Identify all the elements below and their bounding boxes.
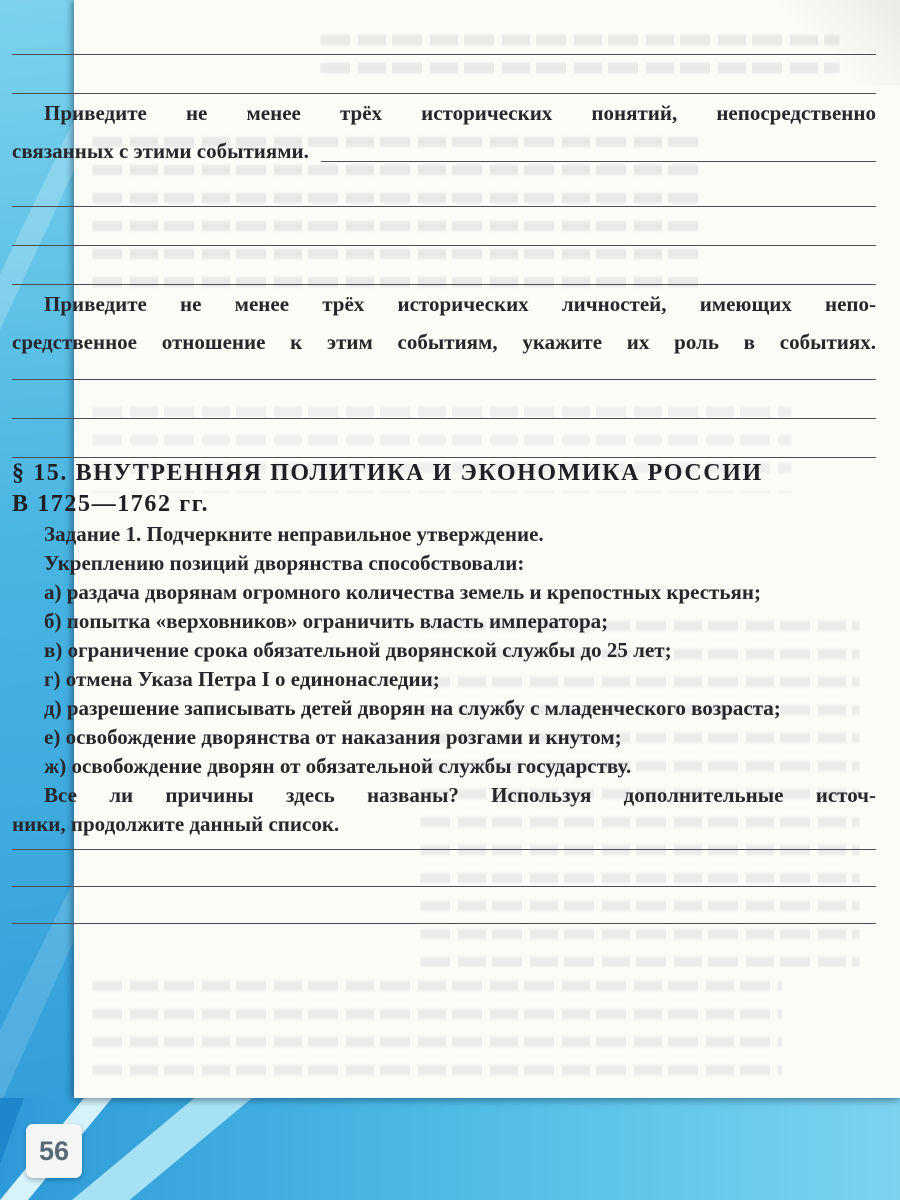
task1-item: д) разрешение записывать детей дворян на службу с младенческого возраста; <box>44 696 781 720</box>
bleed-through-artifact <box>92 972 782 1084</box>
task1-label: Задание 1. <box>44 522 142 546</box>
section-heading-line2: В 1725—1762 гг. <box>12 491 210 517</box>
task1-item: а) раздача дворянам огромного количества земель и крепостных крестьян; <box>44 580 761 604</box>
task1-item: е) освобождение дворянства от наказания розгами и кнутом; <box>44 725 622 749</box>
task1-instruction: Подчеркните неправильное утверждение. <box>146 522 544 546</box>
writing-line <box>12 849 876 850</box>
writing-line <box>12 923 876 924</box>
task1-item: г) отмена Указа Петра I о единонаследии; <box>44 667 440 691</box>
page-number: 56 <box>38 1135 70 1166</box>
prompt-concepts-line2-row <box>12 132 876 170</box>
writing-line <box>12 54 876 55</box>
prompt-concepts-line1: Приведите не менее трёх исторических понятий, непосредственно <box>44 101 876 125</box>
writing-line <box>12 418 876 419</box>
task1-intro: Укреплению позиций дворянства способствовали: <box>44 551 525 575</box>
writing-line <box>321 161 876 162</box>
prompt-concepts-line2: связанных с этими событиями. <box>12 139 309 163</box>
task1-heading <box>12 520 876 549</box>
task1-item: в) ограничение срока обязательной дворянской службы до 25 лет; <box>44 638 672 662</box>
task1-outro-line1: Все ли причины здесь названы? Используя дополнительные источ- <box>44 783 876 807</box>
task1-outro-line2: ники, продолжите данный список. <box>12 812 340 836</box>
task1-item: б) попытка «верховников» ограничить власть императора; <box>44 609 609 633</box>
task1-item: ж) освобождение дворян от обязательной службы государству. <box>44 754 632 778</box>
page-number-badge <box>26 1124 82 1178</box>
writing-line <box>12 206 876 207</box>
writing-line <box>12 886 876 887</box>
writing-line <box>12 379 876 380</box>
writing-line <box>12 245 876 246</box>
prompt-persons-line2: средственное отношение к этим событиям, укажите их роль в событиях. <box>12 330 876 354</box>
section-heading-line1: § 15. ВНУТРЕННЯЯ ПОЛИТИКА И ЭКОНОМИКА РОССИИ <box>12 460 763 486</box>
prompt-persons-line1: Приведите не менее трёх исторических личностей, имеющих непо- <box>44 292 876 316</box>
page-content <box>12 0 876 924</box>
